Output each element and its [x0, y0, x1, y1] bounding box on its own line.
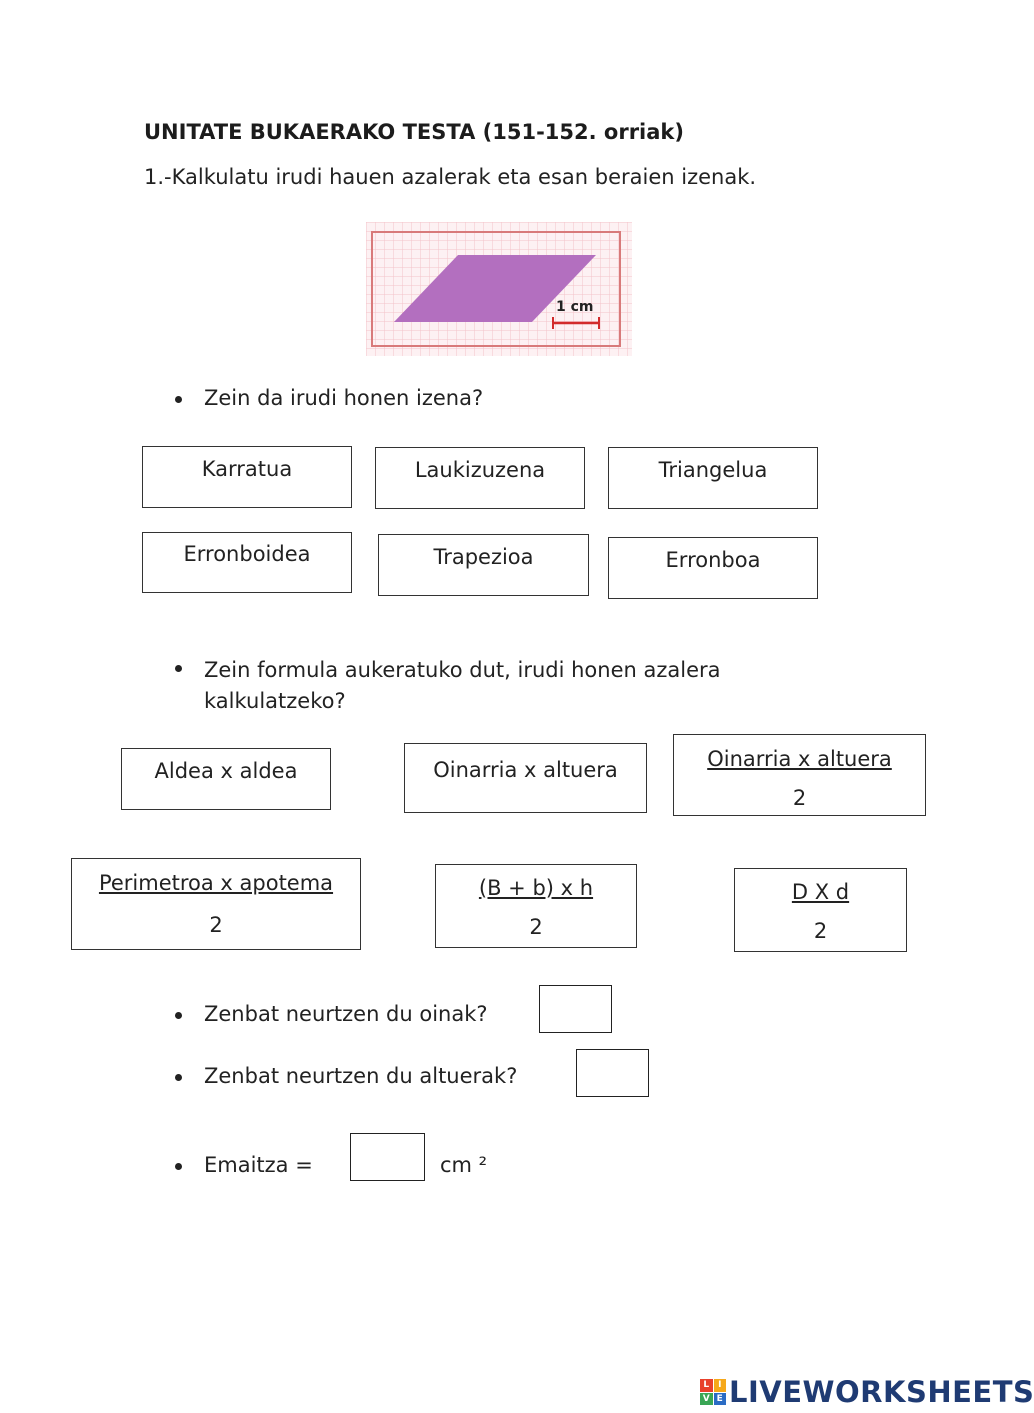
option-erronboa[interactable] — [608, 537, 818, 599]
formula-d-x-d-zati-2[interactable] — [734, 868, 907, 952]
liveworksheets-logo-text: LIVEWORKSHEETS — [729, 1375, 1034, 1409]
formula-label: Aldea x aldea — [154, 759, 298, 783]
formula-label: Oinarria x altuera — [433, 758, 618, 782]
option-erronboidea[interactable] — [142, 532, 352, 593]
bullet-dot — [175, 1163, 182, 1170]
parallelogram-figure — [366, 222, 632, 356]
formula-numerator: D X d — [791, 880, 850, 904]
bullet-dot — [175, 396, 182, 403]
option-label: Erronboidea — [183, 542, 311, 566]
option-label: Triangelua — [658, 458, 768, 482]
question-height-length-text: Zenbat neurtzen du altuerak? — [204, 1064, 518, 1088]
question-shape-name — [204, 386, 483, 410]
option-label: Karratua — [201, 457, 293, 481]
formula-aldea-x-aldea[interactable] — [121, 748, 331, 810]
logo-mark-letter: E — [714, 1393, 727, 1406]
page-title: UNITATE BUKAERAKO TESTA (151-152. orriak) — [144, 120, 684, 144]
question-base-length-text: Zenbat neurtzen du oinak? — [204, 1002, 488, 1026]
base-length-input[interactable] — [539, 985, 612, 1033]
logo-mark-letter: L — [700, 1379, 713, 1392]
formula-denominator: 2 — [529, 915, 543, 939]
bullet-dot — [175, 1012, 182, 1019]
option-label: Laukizuzena — [414, 458, 546, 482]
question-shape-name-text: Zein da irudi honen izena? — [204, 386, 484, 410]
liveworksheets-logo-mark-icon — [700, 1379, 726, 1405]
formula-numerator: Oinarria x altuera — [707, 747, 892, 771]
option-laukizuzena[interactable] — [375, 447, 585, 509]
formula-denominator: 2 — [209, 913, 223, 937]
height-length-input[interactable] — [576, 1049, 649, 1097]
liveworksheets-logo — [700, 1374, 1034, 1410]
parallelogram-figure-svg — [366, 222, 632, 356]
bullet-dot — [175, 665, 182, 672]
formula-oinarria-x-altuera[interactable] — [404, 743, 647, 813]
option-trapezioa[interactable] — [378, 534, 589, 596]
scale-label: 1 cm — [556, 299, 594, 315]
result-label: Emaitza = — [204, 1153, 313, 1177]
option-label: Erronboa — [665, 548, 761, 572]
formula-denominator: 2 — [813, 919, 828, 943]
formula-numerator: Perimetroa x apotema — [98, 871, 334, 895]
formula-trapezio-zati-2[interactable] — [435, 864, 637, 948]
result-input[interactable] — [350, 1133, 425, 1181]
logo-mark-letter: V — [700, 1393, 713, 1406]
question-height-length — [204, 1064, 517, 1088]
result-row — [204, 1153, 313, 1177]
question-formula-text: Zein formula aukeratuko dut, irudi honen azalera kalkulatzeko? — [204, 658, 721, 713]
formula-denominator: 2 — [792, 786, 807, 810]
option-karratua[interactable] — [142, 446, 352, 508]
logo-mark-letter: I — [714, 1379, 727, 1392]
option-label: Trapezioa — [433, 545, 534, 569]
intro-instruction: 1.-Kalkulatu irudi hauen azalerak eta esan beraien izenak. — [144, 165, 757, 189]
formula-numerator: (B + b) x h — [478, 876, 594, 900]
question-formula — [204, 655, 804, 717]
bullet-dot — [175, 1074, 182, 1081]
formula-oinarria-x-altuera-zati-2[interactable] — [673, 734, 926, 816]
question-base-length — [204, 1002, 488, 1026]
option-triangelua[interactable] — [608, 447, 818, 509]
result-unit: cm ² — [440, 1153, 488, 1177]
formula-perimetroa-x-apotema-zati-2[interactable] — [71, 858, 361, 950]
